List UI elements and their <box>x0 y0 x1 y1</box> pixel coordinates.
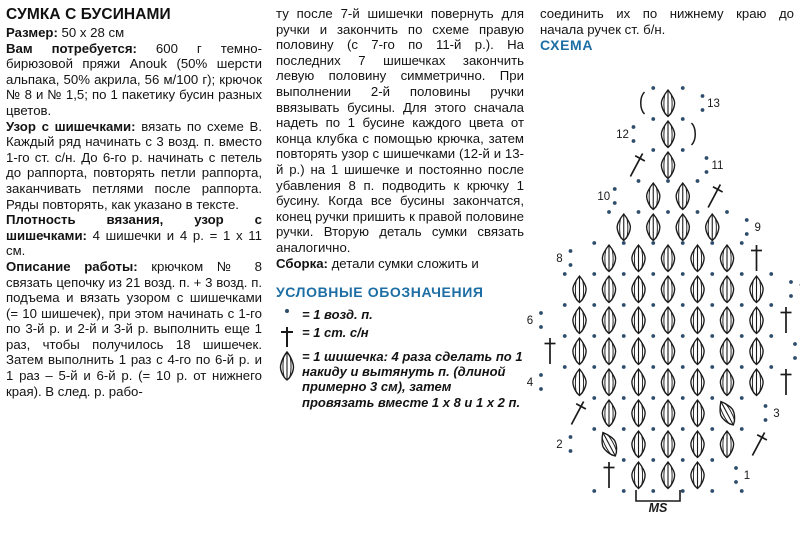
bobble-icon <box>602 338 615 365</box>
bobble-icon <box>720 431 733 458</box>
paragraph-lead: Плотность вязания, узор с шишечками: <box>6 212 262 243</box>
paragraph-body: 50 х 28 см <box>57 25 125 40</box>
paragraph-size <box>6 25 262 41</box>
chain-stitch-dot-icon <box>539 311 543 315</box>
chain-stitch-dot-icon <box>622 365 626 369</box>
bobble-icon <box>661 90 674 117</box>
paragraph-lead: Узор с шишечками: <box>6 118 136 134</box>
chain-stitch-dot-icon <box>651 396 655 400</box>
chain-stitch-dot-icon <box>701 108 705 112</box>
chain-stitch-dot-icon <box>789 294 793 298</box>
page-title: СУМКА С БУСИНАМИ <box>6 6 171 23</box>
bobble-icon <box>632 276 645 303</box>
bobble-icon <box>661 369 674 396</box>
chain-stitch-dot-icon <box>651 86 655 90</box>
bobble-icon <box>691 431 704 458</box>
bobble-icon <box>632 431 645 458</box>
paragraph-lead: Размер: <box>6 25 58 40</box>
chain-stitch-dot-icon <box>681 365 685 369</box>
row-number-label: 11 <box>711 160 724 173</box>
chain-stitch-dot-icon <box>539 373 543 377</box>
paragraph-assembly-cont: соединить их по нижнему краю до начала ручек ст. б/н. <box>540 6 794 37</box>
chain-stitch-dot-icon <box>725 210 729 214</box>
chain-stitch-dot-icon <box>769 272 773 276</box>
bobble-icon <box>750 276 763 303</box>
bobble-icon <box>573 276 586 303</box>
chain-stitch-dot-icon <box>710 241 714 245</box>
chain-stitch-dot-icon <box>681 303 685 307</box>
double-crochet-icon <box>545 338 556 364</box>
bobble-icon <box>661 152 674 179</box>
repeat-label: MS <box>648 501 668 516</box>
chain-stitch-dot-icon <box>681 396 685 400</box>
bobble-icon <box>715 399 739 429</box>
paragraph-lead: Описание работы: <box>6 258 138 274</box>
chain-stitch-dot-icon <box>622 303 626 307</box>
chain-stitch-dot-icon <box>793 356 797 360</box>
decrease-stitch-icon <box>626 151 648 179</box>
chain-stitch-dot-icon <box>681 86 685 90</box>
bobble-icon <box>661 338 674 365</box>
bobble-icon <box>750 307 763 334</box>
chain-stitch-dot-icon <box>563 365 567 369</box>
chain-stitch-dot-icon <box>607 210 611 214</box>
chain-stitch-dot-icon <box>569 449 573 453</box>
double-crochet-icon <box>781 369 792 395</box>
bobble-icon <box>676 183 689 210</box>
chain-stitch-dot-icon <box>651 117 655 121</box>
chain-stitch-dot-icon <box>651 303 655 307</box>
bobble-icon <box>720 369 733 396</box>
chain-stitch-dot-icon <box>769 303 773 307</box>
bobble-icon <box>632 400 645 427</box>
chain-stitch-dot-icon <box>592 427 596 431</box>
chain-stitch-dot-icon <box>740 427 744 431</box>
bobble-icon <box>691 276 704 303</box>
chain-stitch-dot-icon <box>592 272 596 276</box>
chain-stitch-dot-icon <box>651 272 655 276</box>
row-number-label: 9 <box>754 222 761 235</box>
chain-stitch-dot-icon <box>745 232 749 236</box>
paragraph-body: детали сумки сложить и <box>327 255 479 271</box>
chain-stitch-dot-icon <box>569 263 573 267</box>
chain-stitch-dot-icon <box>681 427 685 431</box>
bobble-icon <box>661 245 674 272</box>
paragraph-body: 4 шишечки и 4 р. = 1 х 11 см. <box>6 227 262 259</box>
chain-stitch-dot-icon <box>276 307 298 313</box>
chain-stitch-dot-icon <box>651 241 655 245</box>
chain-stitch-dot-icon <box>710 427 714 431</box>
bobble-icon <box>661 400 674 427</box>
chain-stitch-dot-icon <box>701 94 705 98</box>
legend-item-label: = 1 возд. п. <box>302 307 373 323</box>
chain-stitch-dot-icon <box>793 342 797 346</box>
chain-stitch-dot-icon <box>539 387 543 391</box>
bobble-icon <box>661 121 674 148</box>
right-schema-column <box>526 0 800 552</box>
bobble-icon <box>661 462 674 489</box>
bobble-icon <box>676 214 689 241</box>
bobble-icon <box>750 338 763 365</box>
chain-stitch-dot-icon <box>710 396 714 400</box>
double-crochet-cross-icon <box>276 325 298 347</box>
chain-stitch-dot-icon <box>563 272 567 276</box>
chain-stitch-dot-icon <box>740 272 744 276</box>
chain-stitch-dot-icon <box>666 179 670 183</box>
bobble-icon <box>602 245 615 272</box>
row-number-label: 3 <box>773 408 780 421</box>
bobble-icon <box>597 430 621 460</box>
chain-stitch-dot-icon <box>705 170 709 174</box>
paragraph-lead: Сборка: <box>276 255 328 271</box>
bobble-icon <box>691 338 704 365</box>
legend-item-label: = 1 ст. с/н <box>302 324 369 340</box>
chain-stitch-dot-icon <box>681 117 685 121</box>
bobble-icon <box>602 369 615 396</box>
chain-stitch-dot-icon <box>651 148 655 152</box>
chain-stitch-dot-icon <box>764 404 768 408</box>
chain-stitch-dot-icon <box>651 427 655 431</box>
chain-stitch-dot-icon <box>769 365 773 369</box>
middle-text-column <box>272 0 534 552</box>
bobble-icon <box>276 349 298 381</box>
double-crochet-icon <box>751 245 762 271</box>
chain-stitch-dot-icon <box>681 489 685 493</box>
double-crochet-icon <box>781 307 792 333</box>
chain-stitch-dot-icon <box>569 249 573 253</box>
repeat-bracket <box>636 490 680 501</box>
chain-stitch-dot-icon <box>637 179 641 183</box>
paragraph-assembly <box>276 256 524 272</box>
row-number-label: 10 <box>597 191 611 204</box>
bobble-icon <box>661 431 674 458</box>
paragraph-body: 600 г темно-бирюзовой пряжи Anouk (50% шерсти альпака, 50% акрила, 56 м/100 г); крючок № 8 и № 1,5; по 1 пакетику бусин разных цветов. <box>6 40 262 118</box>
chain-stitch-dot-icon <box>740 303 744 307</box>
row-number-label: 8 <box>556 253 563 266</box>
chain-stitch-dot-icon <box>592 365 596 369</box>
legend-item-bobble <box>276 349 524 411</box>
chain-stitch-dot-icon <box>666 210 670 214</box>
legend-item-double-crochet <box>276 325 524 347</box>
chain-stitch-dot-icon <box>681 241 685 245</box>
chain-stitch-dot-icon <box>705 156 709 160</box>
chain-stitch-dot-icon <box>622 489 626 493</box>
row-number-label: 6 <box>526 315 534 328</box>
chain-stitch-dot-icon <box>613 201 617 205</box>
chain-stitch-dot-icon <box>740 365 744 369</box>
chain-stitch-dot-icon <box>681 148 685 152</box>
chain-stitch-dot-icon <box>632 125 636 129</box>
chain-stitch-dot-icon <box>622 458 626 462</box>
chain-stitch-dot-icon <box>569 435 573 439</box>
bobble-icon <box>661 276 674 303</box>
row-number-label: 13 <box>707 98 720 111</box>
paragraph-instructions-cont: ту после 7-й шишечки повернуть для ручки и закончить по схеме правую половину (с 7-го по 11-й р.). На последних 7 шишечках закончить левую половину симметрично. При выполнении 2-й половины ручки ввязывать бусины. Для этого сначала надеть по 1 бусине каждого цвета от конца клубка с помощью крючка, затем повторять узор с шишечками (12-й и 13-й р.) на 1 шишечке и постоянно после убавления 8 п. подводить к крючку 1 бусину. Когда все бусины закончатся, конец ручки пришить к правой половине ручки. Вторую деталь сумки связать аналогично. <box>276 6 524 255</box>
bobble-icon <box>691 307 704 334</box>
stitch-chart-svg <box>526 60 796 516</box>
bracket-right-icon <box>692 123 696 145</box>
chain-stitch-dot-icon <box>563 334 567 338</box>
chain-stitch-dot-icon <box>734 466 738 470</box>
chain-stitch-dot-icon <box>681 334 685 338</box>
row-number-label: 1 <box>743 470 751 483</box>
legend-block <box>276 284 524 410</box>
bobble-icon <box>632 369 645 396</box>
chain-stitch-dot-icon <box>789 280 793 284</box>
bobble-icon <box>720 307 733 334</box>
decrease-stitch-icon <box>748 430 770 458</box>
chain-stitch-dot-icon <box>632 139 636 143</box>
bobble-icon <box>720 276 733 303</box>
chain-stitch-dot-icon <box>622 241 626 245</box>
paragraph-body: вязать по схеме В. Каждый ряд начинать с 3 возд. п. вместо 1-го ст. с/н. До 6-го р. начинать с петель до раппорта, повторять петли раппорта, заканчивать петлями после раппорта. Ряды повторять, как указано в тексте. <box>6 118 262 212</box>
chain-stitch-dot-icon <box>740 241 744 245</box>
chain-stitch-dot-icon <box>740 396 744 400</box>
bobble-icon <box>617 214 630 241</box>
chain-stitch-dot-icon <box>681 458 685 462</box>
chain-stitch-dot-icon <box>710 334 714 338</box>
chain-stitch-dot-icon <box>745 218 749 222</box>
chain-stitch-dot-icon <box>710 489 714 493</box>
bobble-icon <box>573 307 586 334</box>
bobble-icon <box>632 307 645 334</box>
row-number-label: 4 <box>526 377 534 390</box>
chain-stitch-dot-icon <box>622 427 626 431</box>
bobble-icon <box>632 462 645 489</box>
legend-heading: УСЛОВНЫЕ ОБОЗНАЧЕНИЯ <box>276 284 484 301</box>
bracket-left-icon <box>641 92 645 114</box>
left-text-column <box>0 0 272 552</box>
chain-stitch-dot-icon <box>651 489 655 493</box>
chain-stitch-dot-icon <box>592 303 596 307</box>
chain-stitch-dot-icon <box>734 480 738 484</box>
row-number-label: 12 <box>616 129 629 142</box>
bobble-icon <box>720 245 733 272</box>
double-crochet-icon <box>604 462 615 488</box>
chain-stitch-dot-icon <box>637 210 641 214</box>
bobble-icon <box>602 276 615 303</box>
chain-stitch-dot-icon <box>592 241 596 245</box>
chain-stitch-dot-icon <box>651 458 655 462</box>
bobble-icon <box>691 245 704 272</box>
legend-item-label: = 1 шишечка: 4 раза сделать по 1 накиду и вытянуть п. (длиной примерно 3 см), затем провязать вместе 1 х 8 и 1 х 2 п. <box>302 348 523 410</box>
bobble-icon <box>720 338 733 365</box>
chain-stitch-dot-icon <box>592 334 596 338</box>
paragraph-pattern <box>6 119 262 213</box>
legend-item-chain-stitch <box>276 307 524 322</box>
bobble-icon <box>632 338 645 365</box>
paragraph-materials <box>6 41 262 119</box>
chain-stitch-dot-icon <box>592 489 596 493</box>
decrease-stitch-icon <box>567 399 589 427</box>
chain-stitch-dot-icon <box>622 272 626 276</box>
chain-stitch-dot-icon <box>651 334 655 338</box>
chain-stitch-dot-icon <box>681 272 685 276</box>
chain-stitch-dot-icon <box>563 303 567 307</box>
bobble-icon <box>647 214 660 241</box>
schema-heading: СХЕМА <box>540 37 594 54</box>
chain-stitch-dot-icon <box>696 179 700 183</box>
bobble-icon <box>647 183 660 210</box>
bobble-icon <box>602 307 615 334</box>
bobble-icon <box>632 245 645 272</box>
chain-stitch-dot-icon <box>696 210 700 214</box>
chain-stitch-dot-icon <box>710 272 714 276</box>
chain-stitch-dot-icon <box>592 396 596 400</box>
row-number-label: 2 <box>556 439 563 452</box>
bobble-icon <box>573 369 586 396</box>
chain-stitch-dot-icon <box>613 187 617 191</box>
bobble-icon <box>706 214 719 241</box>
chain-stitch-dot-icon <box>769 334 773 338</box>
bobble-icon <box>661 307 674 334</box>
bobble-icon <box>691 462 704 489</box>
chain-stitch-dot-icon <box>622 334 626 338</box>
chain-stitch-dot-icon <box>539 325 543 329</box>
bobble-icon <box>573 338 586 365</box>
decrease-stitch-icon <box>703 182 725 210</box>
chain-stitch-dot-icon <box>740 334 744 338</box>
chain-stitch-dot-icon <box>764 418 768 422</box>
paragraph-lead: Вам потребуется: <box>6 40 137 56</box>
stitch-chart <box>526 60 796 516</box>
chain-stitch-dot-icon <box>651 365 655 369</box>
chain-stitch-dot-icon <box>710 365 714 369</box>
paragraph-body: крючком № 8 связать цепочку из 21 возд. п. + 3 возд. п. подъема и вязать узором с шишечками (= 10 шишечек), при этом начинать с 1-го по 3-й р. и 2-й и 3-й р. выполнить еще 1 раз, чтобы получилось 18 шишечек. Затем выполнить 1 раз с 4-го по 6-й р. и 1 раз – 5-й и 6-й р. (= 10 р. от нижнего края). В след. р. рабо- <box>6 258 262 399</box>
bobble-icon <box>691 400 704 427</box>
bobble-icon <box>691 369 704 396</box>
chain-stitch-dot-icon <box>710 458 714 462</box>
bobble-icon <box>602 400 615 427</box>
chain-stitch-dot-icon <box>710 303 714 307</box>
chain-stitch-dot-icon <box>622 396 626 400</box>
bobble-icon <box>750 369 763 396</box>
paragraph-gauge <box>6 212 262 259</box>
chain-stitch-dot-icon <box>740 489 744 493</box>
paragraph-instructions <box>6 259 262 399</box>
